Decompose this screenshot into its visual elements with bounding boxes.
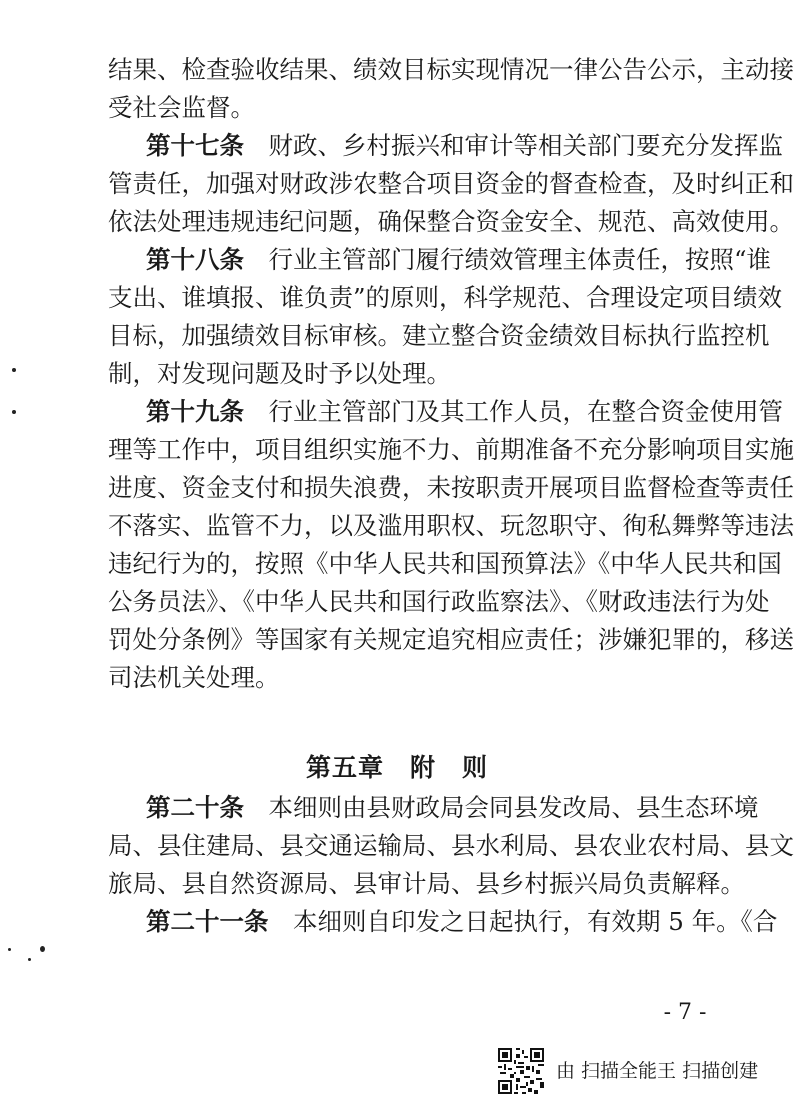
article-20 xyxy=(146,790,759,826)
article-number: 第十七条 xyxy=(146,131,244,160)
text-line: 不落实、监管不力，以及滥用职权、玩忽职守、徇私舞弊等违法 xyxy=(108,511,794,540)
scan-speck xyxy=(12,410,16,414)
chapter-title: 第五章 附 则 xyxy=(305,753,488,782)
scan-speck xyxy=(12,368,16,372)
scan-speck xyxy=(8,948,11,951)
article-text: 本细则由县财政局会同县发改局、县生态环境 xyxy=(268,793,759,822)
article-text: 财政、乡村振兴和审计等相关部门要充分发挥监 xyxy=(268,131,783,160)
text-line: 进度、资金支付和损失浪费，未按职责开展项目监督检查等责任 xyxy=(108,473,794,502)
text-line: 公务员法》、《中华人民共和国行政监察法》、《财政违法行为处 xyxy=(108,587,770,616)
scanner-text: 由 扫描全能王 扫描创建 xyxy=(556,1060,759,1082)
text-line: 管责任，加强对财政涉农整合项目资金的督查检查，及时纠正和 xyxy=(108,169,794,198)
text-line: 受社会监督。 xyxy=(108,93,255,122)
article-number: 第十八条 xyxy=(146,245,244,274)
text-line: 理等工作中，项目组织实施不力、前期准备不充分影响项目实施 xyxy=(108,435,794,464)
text-line: 罚处分条例》等国家有关规定追究相应责任；涉嫌犯罪的，移送 xyxy=(108,625,794,654)
text-line: 依法处理违规违纪问题，确保整合资金安全、规范、高效使用。 xyxy=(108,207,794,236)
text-line: 结果、检查验收结果、绩效目标实现情况一律公告公示，主动接 xyxy=(108,55,794,84)
article-text: 本细则自印发之日起执行，有效期 5 年。《合 xyxy=(293,907,778,936)
text-line: 司法机关处理。 xyxy=(108,663,280,692)
text-line: 支出、谁填报、谁负责”的原则，科学规范、合理设定项目绩效 xyxy=(108,283,783,312)
page-number: - 7 - xyxy=(663,1000,707,1025)
article-text: 行业主管部门履行绩效管理主体责任，按照“谁 xyxy=(268,245,772,274)
scan-speck xyxy=(28,958,31,961)
article-17 xyxy=(146,128,783,164)
article-number: 第二十条 xyxy=(146,793,244,822)
article-number: 第十九条 xyxy=(146,397,244,426)
text-line: 局、县住建局、县交通运输局、县水利局、县农业农村局、县文 xyxy=(108,831,794,860)
text-line: 目标，加强绩效目标审核。建立整合资金绩效目标执行监控机 xyxy=(108,321,770,350)
text-line: 违纪行为的，按照《中华人民共和国预算法》《中华人民共和国 xyxy=(108,549,782,578)
scan-speck xyxy=(40,946,45,952)
article-18 xyxy=(146,242,772,278)
article-number: 第二十一条 xyxy=(146,907,269,936)
article-text: 行业主管部门及其工作人员，在整合资金使用管 xyxy=(268,397,783,426)
text-line: 旅局、县自然资源局、县审计局、县乡村振兴局负责解释。 xyxy=(108,869,745,898)
qr-code-icon xyxy=(496,1046,546,1096)
article-21 xyxy=(146,904,778,940)
scanner-watermark xyxy=(496,1046,786,1102)
text-line: 制，对发现问题及时予以处理。 xyxy=(108,359,451,388)
article-19 xyxy=(146,394,783,430)
